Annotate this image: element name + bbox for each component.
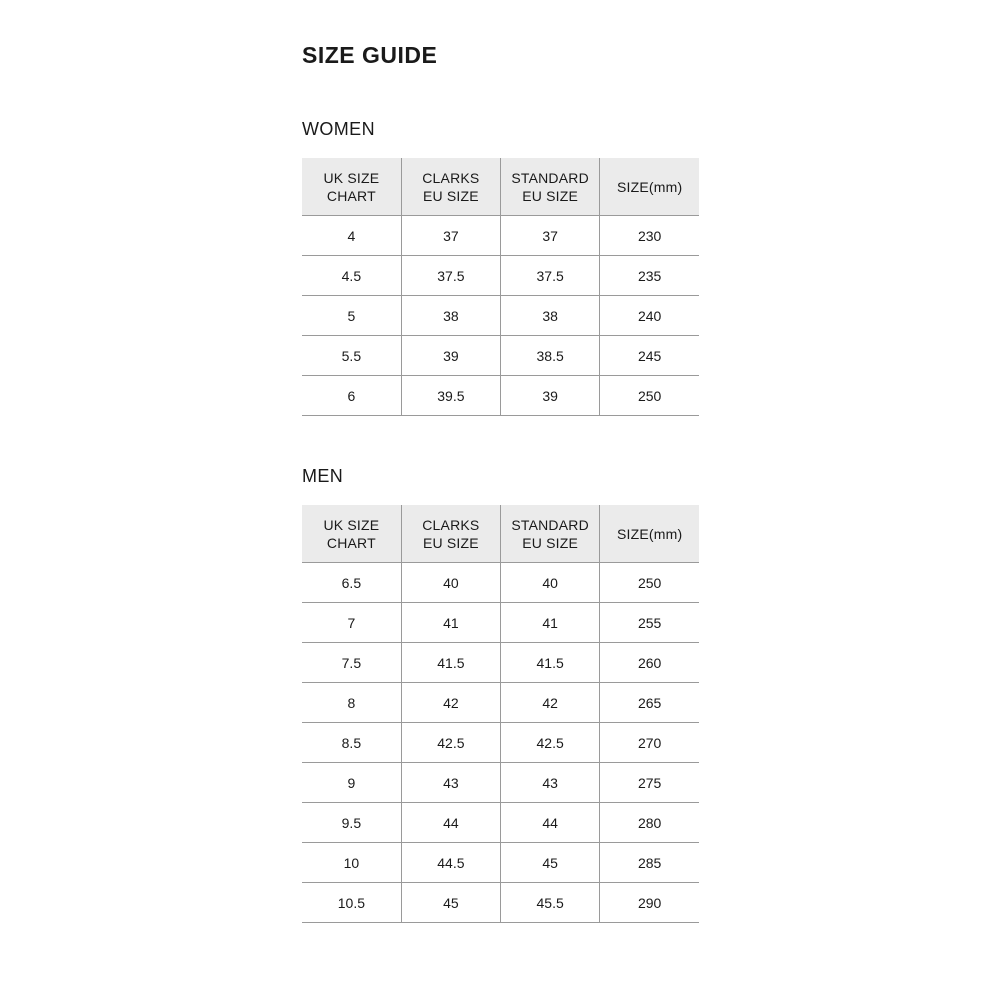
cell-standard-eu-size: 44 — [501, 803, 600, 843]
cell-standard-eu-size: 45.5 — [501, 883, 600, 923]
table-header-row — [302, 505, 699, 563]
cell-standard-eu-size: 39 — [501, 376, 600, 416]
cell-uk-size: 10 — [302, 843, 401, 883]
men-section-title: MEN — [302, 466, 344, 486]
cell-uk-size: 9 — [302, 763, 401, 803]
table-row — [302, 216, 699, 256]
cell-size-mm: 230 — [600, 216, 699, 256]
cell-uk-size: 8 — [302, 683, 401, 723]
table-row — [302, 643, 699, 683]
cell-clarks-eu-size: 44.5 — [401, 843, 500, 883]
cell-size-mm: 250 — [600, 563, 699, 603]
cell-clarks-eu-size: 41.5 — [401, 643, 500, 683]
table-row — [302, 256, 699, 296]
cell-size-mm: 260 — [600, 643, 699, 683]
cell-uk-size: 5 — [302, 296, 401, 336]
cell-size-mm: 290 — [600, 883, 699, 923]
cell-clarks-eu-size: 45 — [401, 883, 500, 923]
table-row — [302, 603, 699, 643]
cell-size-mm: 270 — [600, 723, 699, 763]
table-row — [302, 683, 699, 723]
cell-uk-size: 9.5 — [302, 803, 401, 843]
cell-standard-eu-size: 42.5 — [501, 723, 600, 763]
women-table-body — [302, 216, 699, 416]
women-section-title: WOMEN — [302, 119, 375, 139]
cell-clarks-eu-size: 42.5 — [401, 723, 500, 763]
cell-size-mm: 245 — [600, 336, 699, 376]
table-row — [302, 563, 699, 603]
column-header-standard-eu-size: STANDARD EU SIZE — [501, 158, 600, 216]
cell-size-mm: 240 — [600, 296, 699, 336]
table-row — [302, 843, 699, 883]
cell-standard-eu-size: 38.5 — [501, 336, 600, 376]
cell-clarks-eu-size: 41 — [401, 603, 500, 643]
cell-uk-size: 4 — [302, 216, 401, 256]
cell-uk-size: 7 — [302, 603, 401, 643]
cell-size-mm: 280 — [600, 803, 699, 843]
cell-size-mm: 275 — [600, 763, 699, 803]
table-row — [302, 376, 699, 416]
cell-uk-size: 8.5 — [302, 723, 401, 763]
cell-uk-size: 10.5 — [302, 883, 401, 923]
column-header-standard-eu-size: STANDARD EU SIZE — [501, 505, 600, 563]
cell-uk-size: 7.5 — [302, 643, 401, 683]
cell-uk-size: 4.5 — [302, 256, 401, 296]
cell-standard-eu-size: 37 — [501, 216, 600, 256]
column-header-size-mm: SIZE(mm) — [600, 505, 699, 563]
cell-size-mm: 255 — [600, 603, 699, 643]
cell-clarks-eu-size: 37 — [401, 216, 500, 256]
cell-standard-eu-size: 41.5 — [501, 643, 600, 683]
cell-uk-size: 5.5 — [302, 336, 401, 376]
cell-size-mm: 265 — [600, 683, 699, 723]
cell-size-mm: 250 — [600, 376, 699, 416]
table-header-row — [302, 158, 699, 216]
page-title: SIZE GUIDE — [302, 42, 438, 68]
cell-standard-eu-size: 42 — [501, 683, 600, 723]
women-size-table — [302, 158, 699, 416]
column-header-clarks-eu-size: CLARKS EU SIZE — [401, 505, 500, 563]
cell-size-mm: 235 — [600, 256, 699, 296]
table-row — [302, 723, 699, 763]
cell-standard-eu-size: 37.5 — [501, 256, 600, 296]
cell-clarks-eu-size: 43 — [401, 763, 500, 803]
cell-clarks-eu-size: 39.5 — [401, 376, 500, 416]
cell-standard-eu-size: 45 — [501, 843, 600, 883]
column-header-uk-size: UK SIZE CHART — [302, 158, 401, 216]
table-row — [302, 336, 699, 376]
men-size-table — [302, 505, 699, 923]
table-row — [302, 296, 699, 336]
men-table-body — [302, 563, 699, 923]
column-header-uk-size: UK SIZE CHART — [302, 505, 401, 563]
cell-standard-eu-size: 40 — [501, 563, 600, 603]
cell-uk-size: 6 — [302, 376, 401, 416]
cell-size-mm: 285 — [600, 843, 699, 883]
table-row — [302, 803, 699, 843]
cell-clarks-eu-size: 44 — [401, 803, 500, 843]
cell-uk-size: 6.5 — [302, 563, 401, 603]
table-row — [302, 883, 699, 923]
cell-clarks-eu-size: 37.5 — [401, 256, 500, 296]
table-row — [302, 763, 699, 803]
cell-standard-eu-size: 43 — [501, 763, 600, 803]
cell-clarks-eu-size: 40 — [401, 563, 500, 603]
cell-standard-eu-size: 41 — [501, 603, 600, 643]
cell-standard-eu-size: 38 — [501, 296, 600, 336]
column-header-clarks-eu-size: CLARKS EU SIZE — [401, 158, 500, 216]
column-header-size-mm: SIZE(mm) — [600, 158, 699, 216]
cell-clarks-eu-size: 39 — [401, 336, 500, 376]
cell-clarks-eu-size: 42 — [401, 683, 500, 723]
cell-clarks-eu-size: 38 — [401, 296, 500, 336]
